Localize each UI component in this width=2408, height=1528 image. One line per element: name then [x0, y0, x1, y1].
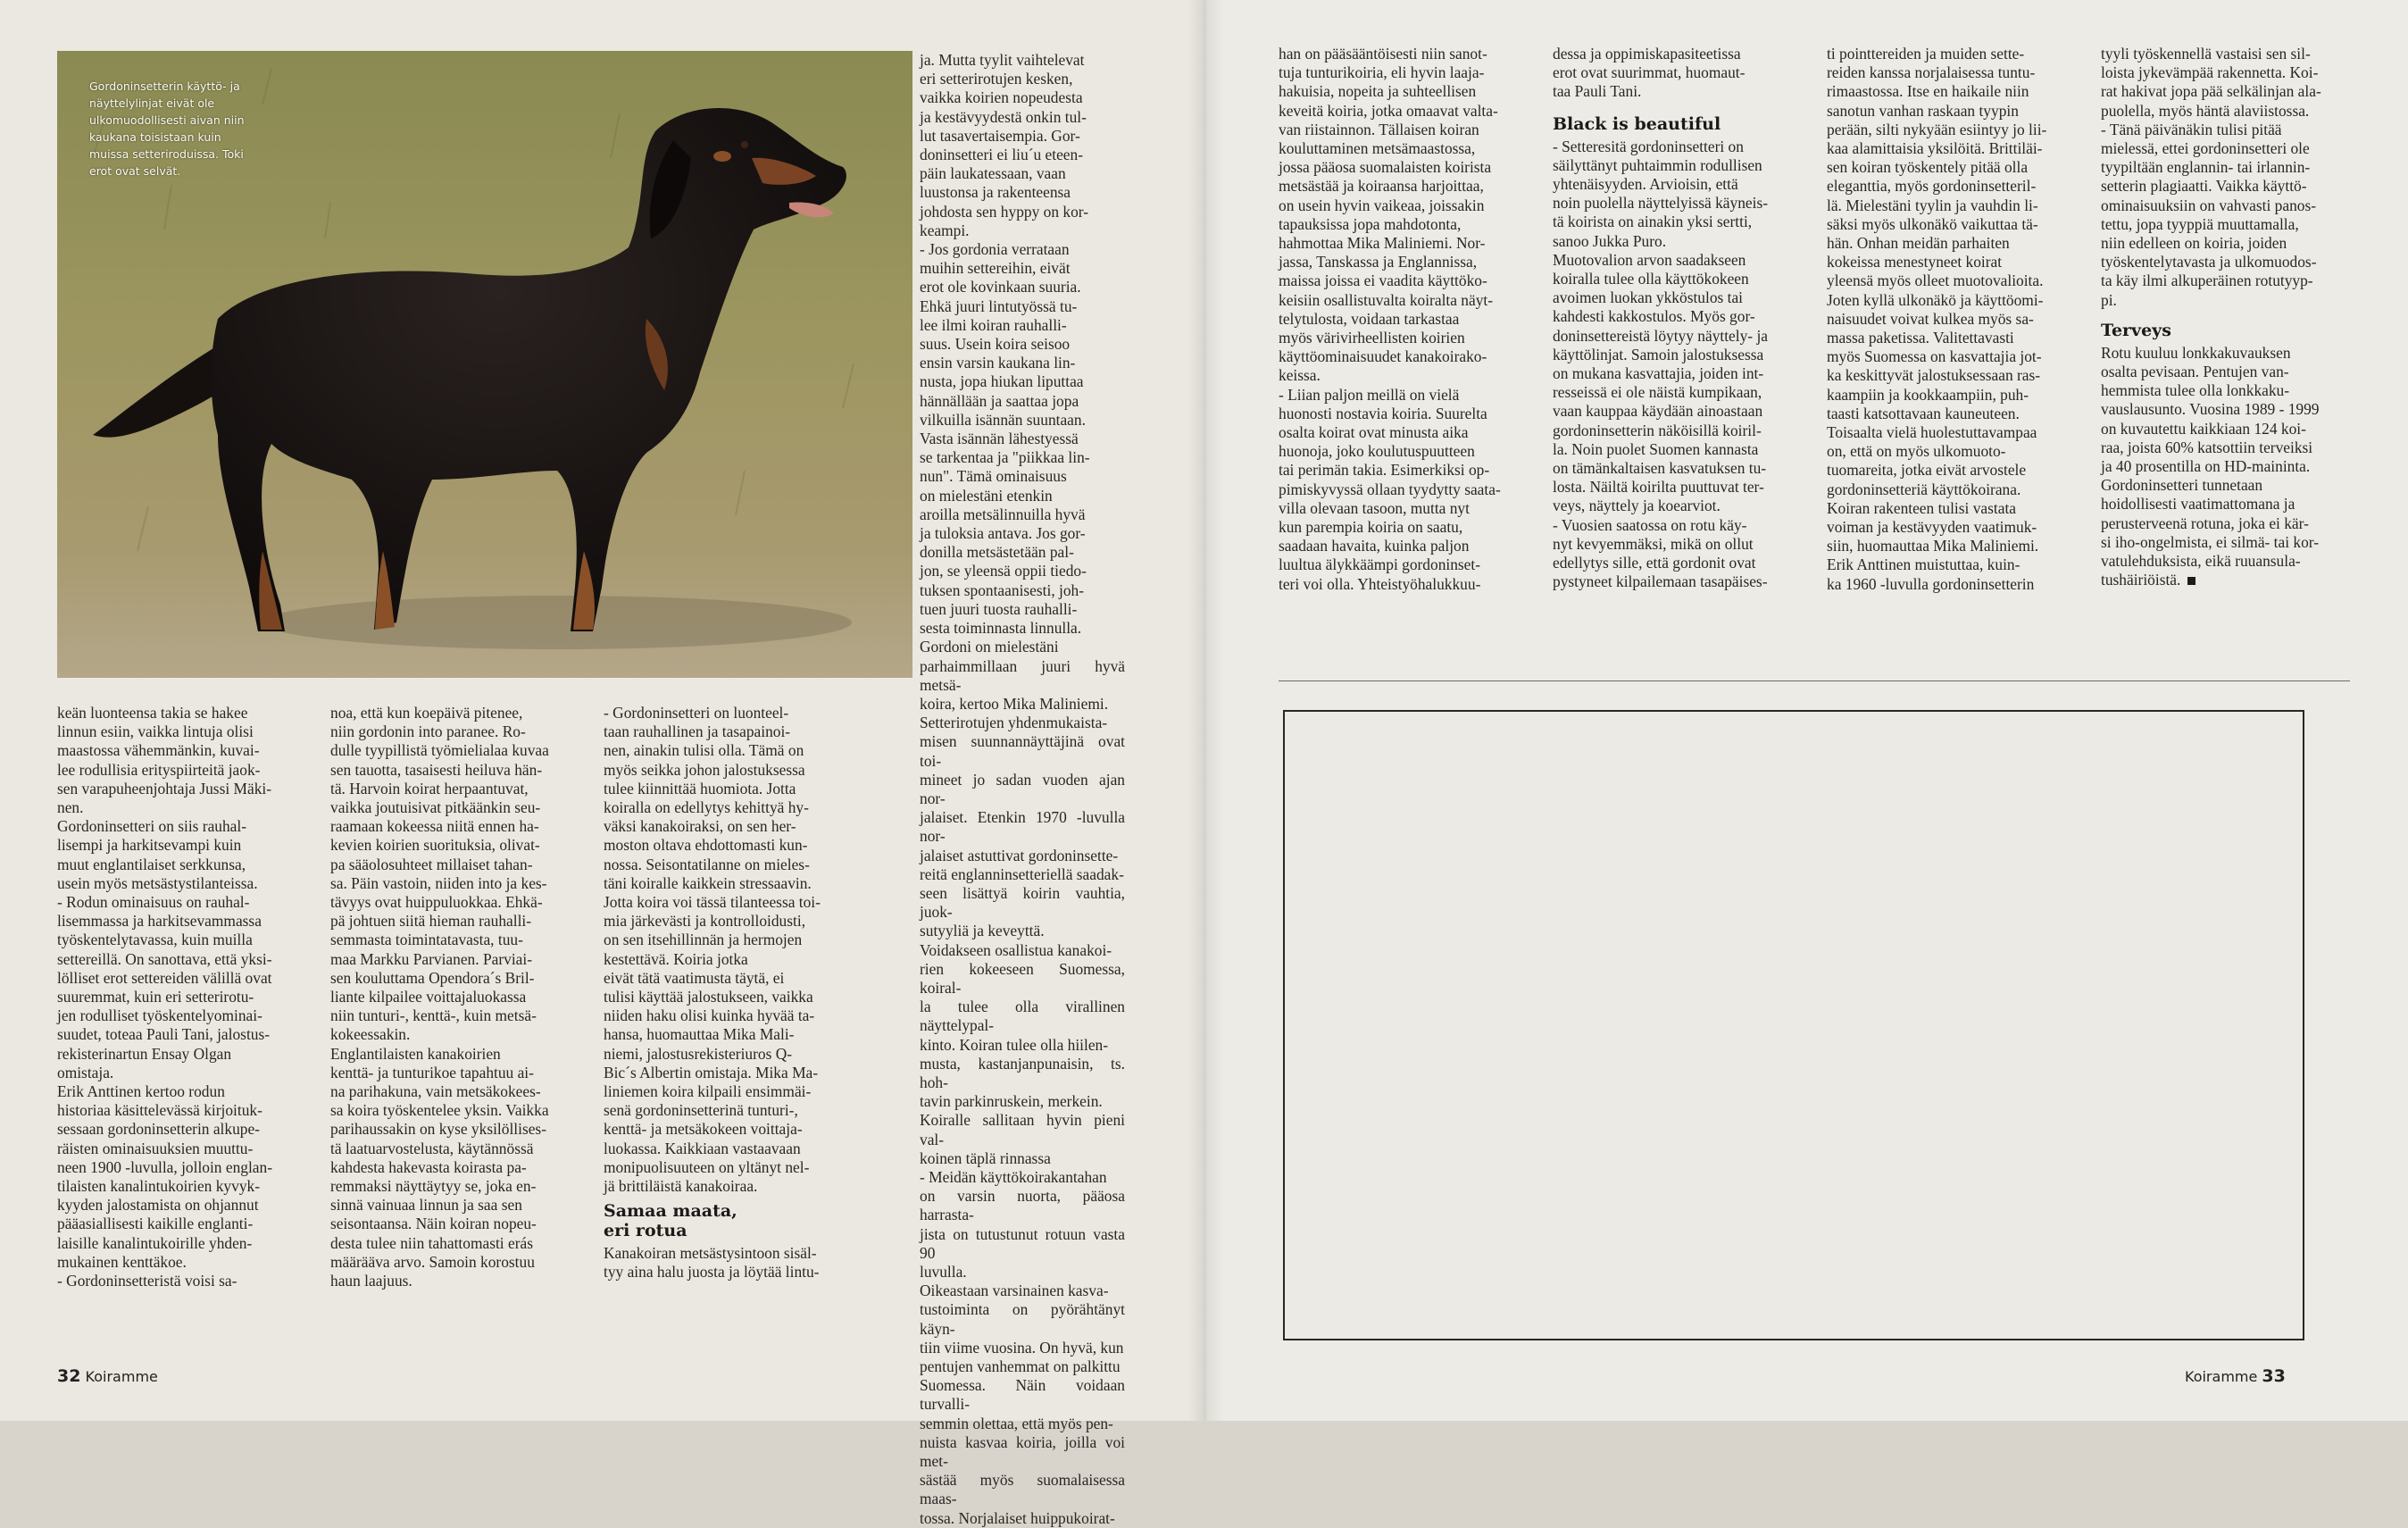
section-heading-black-is-beautiful: Black is beautiful [1553, 113, 1721, 134]
article-text: Rotu kuuluu lonkkakuvauksen osalta pevisaan. Pentujen van- hemmista tulee olla lonkkaku- vauslausunto. Vuosina 1989 - 1999 on kuvautettu kaikkiaan 124 koi- raa, joista 60% katsottiin terveiksi ja 40 prosentilla on HD-maininta. Gordoninsetteri tunnetaan hoidollisesti vaatimattomana ja perusterveenä rotuna, joka ei kär- si iho-ongelmista, ei silmä- tai kor- vatulehduksista, eikä ruuansula- tushäiriöistä. [2101, 343, 2320, 589]
left-column-3 [604, 704, 850, 1347]
page-gutter [1187, 0, 1223, 1421]
right-column-4 [2101, 45, 2351, 679]
article-text: dessa ja oppimiskapasiteetissa erot ovat suurimmat, huomaut- taa Pauli Tani. [1553, 45, 1746, 101]
article-text: Kanakoiran metsästysintoon sisäl- tyy aina halu juosta ja löytää lintu- [604, 1244, 820, 1282]
article-text: - Gordoninsetteri on luonteel- taan rauhallinen ja tasapainoi- nen, ainakin tulisi olla. Tämä on myös seikka johon jalostuksessa tulee kiinnittää huomiota. Jotta koiralla on edellytys kehittyä hy- väksi kanakoiraksi, on sen her- moston oltava ehdottomasti kun- nossa. Seisontatilanne on mieles- täni koiralle kaikkein stressaavin. Jotta koira voi tässä tilanteessa toi- mia järkevästi ja kontrolloidusti, on sen itsehillinnän ja hermojen kestettävä. Koiria jotka eivät tätä vaatimusta täytä, ei tulisi käyttää jalostukseen, vaikka niiden haku olisi kuinka hyvää ta- hansa, huomauttaa Mika Mali- niemi, jalostusrekisteriuros Q- Bic´s Albertin omistaja. Mika Ma- liniemen koira kilpaili ensimmäi- senä gordoninsetterinä tunturi-, kenttä- ja metsäkokeen voittaja- luokassa. Kaikkiaan vastaavaan monipuolisuuteen on yltänyt nel- jä brittiläistä kanakoiraa. [604, 704, 821, 1196]
photo-caption: Gordoninsetterin käyttö- ja näyttelylinjat eivät ole ulkomuodollisesti aivan niin kaukana toisistaan kuin muissa setteriroduissa. Toki erot ovat selvät. [89, 79, 245, 178]
right-column-2 [1553, 45, 1803, 679]
right-column-1 [1279, 45, 1529, 679]
article-text: tyyli työskennellä vastaisi sen sil- loista jykevämpää rakennetta. Koi- rat hakivat jopa pää selkälinjan ala- puolella, myös häntä alaviistossa. - Tänä päivänäkin tulisi pitää mielessä, ettei gordoninsetteri ole tyypiltään englannin- tai irlannin- setterin plagiaatti. Vaikka käyttö- ominaisuuksiin on vahvasti panos- tettu, jopa tyyppiä muuttamalla, niin edelleen on koiria, joiden työskentelytavasta ja ulkomuodos- ta käy ilmi alkuperäinen rotutyyp- pi. [2101, 45, 2321, 309]
empty-frame-box [1283, 710, 2304, 1340]
magazine-name: Koiramme [2185, 1368, 2258, 1385]
page-number: 33 [2262, 1366, 2286, 1386]
right-column-3 [1827, 45, 2077, 679]
gordon-setter-photo [57, 51, 912, 678]
left-column-top-right [920, 51, 1125, 1527]
article-text: noa, että kun koepäivä pitenee, niin gordonin into paranee. Ro- dulle tyypillistä työmielialaa kuvaa sen tauotta, tasaisesti heiluva hän- tä. Harvoin koirat herpaantuvat, vaikka joutuisivat pitkäänkin seu- raamaan kokeessa niitä ennen ha- kevien koirien suorituksia, olivat- pa sääolosuhteet millaiset tahan- sa. Päin vastoin, niiden into ja kes- tävyys ovat huippuluokkaa. Ehkä- pä johtuen siitä hieman rauhalli- semmasta toimintatavasta, tuu- maa Markku Parvianen. Parviai- sen kouluttama Opendora´s Bril- liante kilpailee voittajaluokassa niin tunturi-, kenttä-, kuin metsä- kokeessakin. Englantilaisten kanakoirien kenttä- ja tunturikoe tapahtuu ai- na parihakuna, vain metsäkokees- sa koira työskentelee yksin. Vaikka parihaussakin on kyse yksilöllises- tä laatuarvostelusta, käytännössä kahdesta hakevasta koirasta pa- remmaksi näyttäytyy se, joka en- sinnä vainuaa linnun ja saa sen seisontaansa. Näin koiran nopeu- desta tulee niin tahattomasti erás määrääva arvo. Samoin korostuu haun laajuus. [330, 704, 549, 1290]
article-text: ti pointtereiden ja muiden sette- reiden kanssa norjalaisessa tuntu- rimaastossa. Itse en haikaile niin sanotun vanhan raskaan tyypin perään, silti nykyään esiintyy jo lii- kaa alamittaisia yksilöitä. Brittiläi- sen koiran työskentely pitää olla eleganttia, myös gordoninsetteril- lä. Mielestäni tyylin ja vauhdin li- säksi myös ulkonäkö vaikuttaa tä- hän. Onhan meidän parhaiten kokeissa menestyneet koirat yleensä myös olleet muotovalioita. Joten kyllä ulkonäkö ja käyttöomi- naisuudet voivat kulkea myös sa- massa paketissa. Valitettavasti myös Suomessa on kasvattajia jot- ka keskittyvät jalostuksessaan ras- kaampiin ja kookkaampiin, puh- taasti katsottavaan kauneuteen. Toisaalta vielä huolestuttavampaa on, että on myös ulkomuoto- tuomareita, jotka eivät arvostele gordoninsetteriä käyttökoirana. Koiran rakenteen tulisi vastata voiman ja kestävyyden vaatimuk- siin, huomauttaa Mika Maliniemi. Erik Anttinen muistuttaa, kuin- ka 1960 -luvulla gordoninsetterin [1827, 45, 2047, 593]
magazine-name: Koiramme [85, 1368, 158, 1385]
end-mark-icon [2187, 577, 2196, 585]
left-folio [57, 1366, 158, 1386]
article-text: keän luonteensa takia se hakee linnun esiin, vaikka lintuja olisi maastossa vähemmänkin, kuvai- lee rodullisia erityspiirteitä jaok- sen varapuheenjohtaja Jussi Mäki- nen. Gordoninsetteri on siis rauhal- lisempi ja harkitsevampi kuin muut englantilaiset serkkunsa, usein myös metsästystilanteissa. - Rodun ominaisuus on rauhal- lisemmassa ja harkitsevammassa työskentelytavassa, kuin muilla settereillä. On sanottava, että yksi- lölliset erot settereiden välillä ovat suuremmat, kuin eri setterirotu- jen rodulliset työskentelyominai- suudet, toteaa Pauli Tani, jalostus- rekisterinartun Ensay Olgan omistaja. Erik Anttinen kertoo rodun historiaa käsittelevässä kirjoituk- sessaan gordoninsetterin alkupe- räisten ominaisuuksien muuttu- neen 1900 -luvulla, jolloin englan- tilaisten kanalintukoirien kyvyk- kyyden jalostamista on ohjannut pääasiallisesti kaikille englanti- laisille kanalintukoirille yhden- mukainen kenttäkoe. - Gordoninsetteristä voisi sa- [57, 704, 272, 1290]
article-text: - Setteresitä gordoninsetteri on säilyttänyt puhtaimmin rodullisen yhtenäisyyden. Arvioisin, että noin puolella näyttelyissä käyneis- tä koirista on ainakin yksi sertti, sanoo Jukka Puro. Muotovalion arvon saadakseen koiralla tulee olla käyttökokeen avoimen luokan ykköstulos tai kahdesti kakkostulos. Myös gor- doninsettereistä löytyy näyttely- ja käyttölinjat. Samoin jalostuksessa on mukana kasvattajia, joiden int- resseissä ei ole näistä kumpikaan, vaan kauppaa käydään ainoastaan gordoninsetterin näköisillä koiril- la. Noin puolet Suomen kannasta on tämänkaltaisen kasvatuksen tu- losta. Näiltä koirilta puuttuvat ter- veys, näyttely ja koearviot. - Vuosien saatossa on rotu käy- nyt kevyemmäksi, mikä on ollut edellytys sille, että gordonit ovat pystyneet kilpailemaan tasapäises- [1553, 137, 1768, 591]
article-text: ja. Mutta tyylit vaihtelevat eri setterirotujen kesken, vaikka koirien nopeudesta ja kestävyydestä onkin tul- lut tasavertaisempia. Gor- doninsetteri ei liu´u eteen- päin laukatessaan, vaan luustonsa ja rakenteensa johdosta sen hyppy on kor- keampi. - Jos gordonia verrataan muihin settereihin, eivät erot ole kovinkaan suuria. Ehkä juuri lintutyössä tu- lee ilmi koiran rauhalli- suus. Usein koira seisoo ensin varsin kaukana lin- nusta, jopa hiukan liputtaa hännällään ja saattaa jopa vilkuilla isännän suuntaan. Vasta isännän lähestyessä se tarkentaa ja "piikkaa lin- nun". Tämä ominaisuus on mielestäni etenkin aroilla metsälinnuilla hyvä ja tuloksia antava. Jos gor- donilla metsästetään pal- jon, se yleensä oppii tiedo- tuksen spontaanisesti, joh- tuen juuri tuosta rauhalli- sesta toiminnasta linnulla. Gordoni on mielestäni parhaimmillaan juuri hyvä metsä- koira, kertoo Mika Maliniemi. Setterirotujen yhdenmukaista- misen suunnannäyttäjinä ovat toi- mineet jo sadan vuoden ajan nor- jalaiset. Etenkin 1970 -luvulla nor- jalaiset astuttivat gordoninsette- reitä englanninsetteriellä saadak- seen lisättyä koirin vauhtia, juok- sutyyliä ja keveyttä. Voidakseen osallistua kanakoi- rien kokeeseen Suomessa, koiral- la tulee olla virallinen näyttelypal- kinto. Koiran tulee olla hiilen- musta, kastanjanpunaisin, ts. hoh- tavin parkinruskein, merkein. Koiralle sallitaan hyvin pieni val- koinen täplä rinnassa - Meidän käyttökoirakantahan on varsin nuorta, pääosa harrasta- jista on tutustunut rotuun vasta 90 luvulla. Oikeastaan varsinainen kasva- tustoiminta on pyörähtänyt käyn- tiin viime vuosina. On hyvä, kun pentujen vanhemmat on palkittu Suomessa. Näin voidaan turvalli- semmin olettaa, että myös pen- nuista kasvaa koiria, joilla voi met- sästää myös suomalaisessa maas- tossa. Norjalaiset huippukoirat- [920, 51, 1125, 1527]
article-text: han on pääsääntöisesti niin sanot- tuja tunturikoiria, eli hyvin laaja- hakuisia, nopeita ja suhteellisen keveitä koiria, jotka omaavat valta- van riistainnon. Tällaisen koiran kouluttaminen metsämaastossa, jossa pääosa suomalaisten koirista metsästää ja koiraansa harjoittaa, on usein hyvin vaikeaa, joissakin tapauksissa jopa mahdotonta, hahmottaa Mika Maliniemi. Nor- jassa, Tanskassa ja Englannissa, maissa joissa ei vaadita käyttöko- keisiin osallistuvalta koiralta näyt- telytulosta, voidaan tarkastaa myös värivirheellisten koirien käyttöominaisuudet kanakoirako- keissa. - Liian paljon meillä on vielä huonosti nostavia koiria. Suurelta osalta koirat ovat minusta aika huonoja, joko koulutuspuutteen tai perimän takia. Esimerkiksi op- pimiskyvyssä ollaan tyydytty saata- villa olevaan tasoon, mutta nyt kun parempia koiria on saatu, saadaan havaita, kuinka paljon luultua älykkäämpi gordoninset- teri voi olla. Yhteistyöhalukkuu- [1279, 45, 1501, 593]
left-column-2 [330, 704, 577, 1347]
section-heading-samaa-maata: Samaa maata, eri rotua [604, 1201, 737, 1241]
section-heading-terveys: Terveys [2101, 320, 2171, 340]
left-column-1 [57, 704, 304, 1347]
right-folio [2185, 1366, 2286, 1386]
page-number: 32 [57, 1366, 81, 1386]
